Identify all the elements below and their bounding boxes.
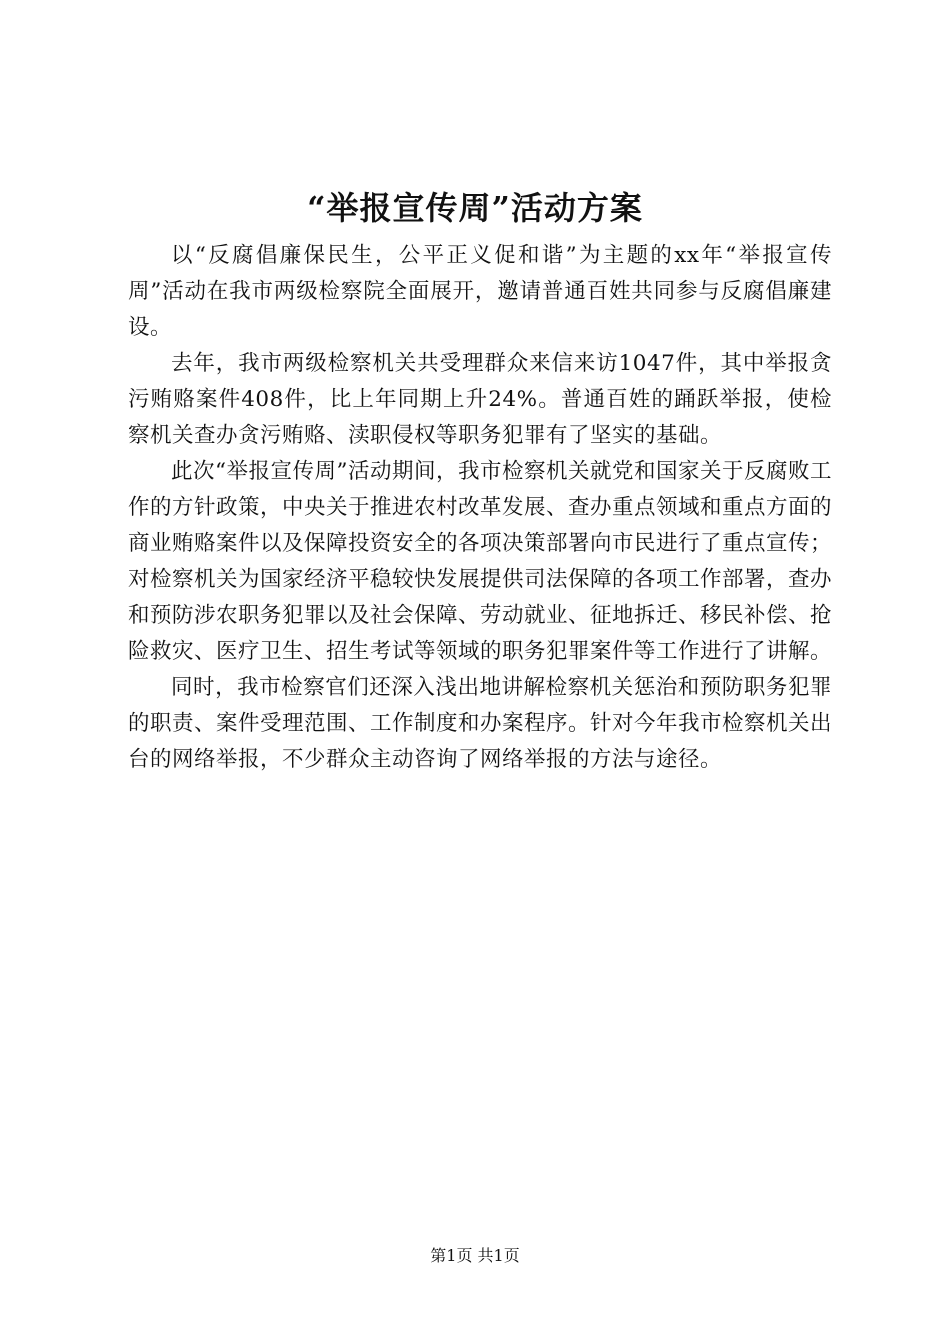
page-footer: 第1页 共1页 [430,1246,520,1265]
document-body [128,238,832,778]
document-title: “举报宣传周”活动方案 [307,189,643,227]
paragraph-3: 此次“举报宣传周”活动期间，我市检察机关就党和国家关于反腐败工作的方针政策，中央关于推进农村改革发展、查办重点领域和重点方面的商业贿赂案件以及保障投资安全的各项决策部署向市民进行了重点宣传；对检察机关为国家经济平稳较快发展提供司法保障的各项工作部署，查办和预防涉农职务犯罪以及社会保障、劳动就业、征地拆迁、移民补偿、抢险救灾、医疗卫生、招生考试等领域的职务犯罪案件等工作进行了讲解。 [128,459,833,664]
paragraph-2: 去年，我市两级检察机关共受理群众来信来访1047件，其中举报贪污贿赂案件408件，比上年同期上升24%。普通百姓的踊跃举报，使检察机关查办贪污贿赂、渎职侵权等职务犯罪有了坚实的基础。 [128,351,832,448]
paragraph-1: 以“反腐倡廉保民生，公平正义促和谐”为主题的xx年“举报宣传周”活动在我市两级检察院全面展开，邀请普通百姓共同参与反腐倡廉建设。 [128,243,832,340]
paragraph-4: 同时，我市检察官们还深入浅出地讲解检察机关惩治和预防职务犯罪的职责、案件受理范围、工作制度和办案程序。针对今年我市检察机关出台的网络举报，不少群众主动咨询了网络举报的方法与途径。 [128,675,833,772]
